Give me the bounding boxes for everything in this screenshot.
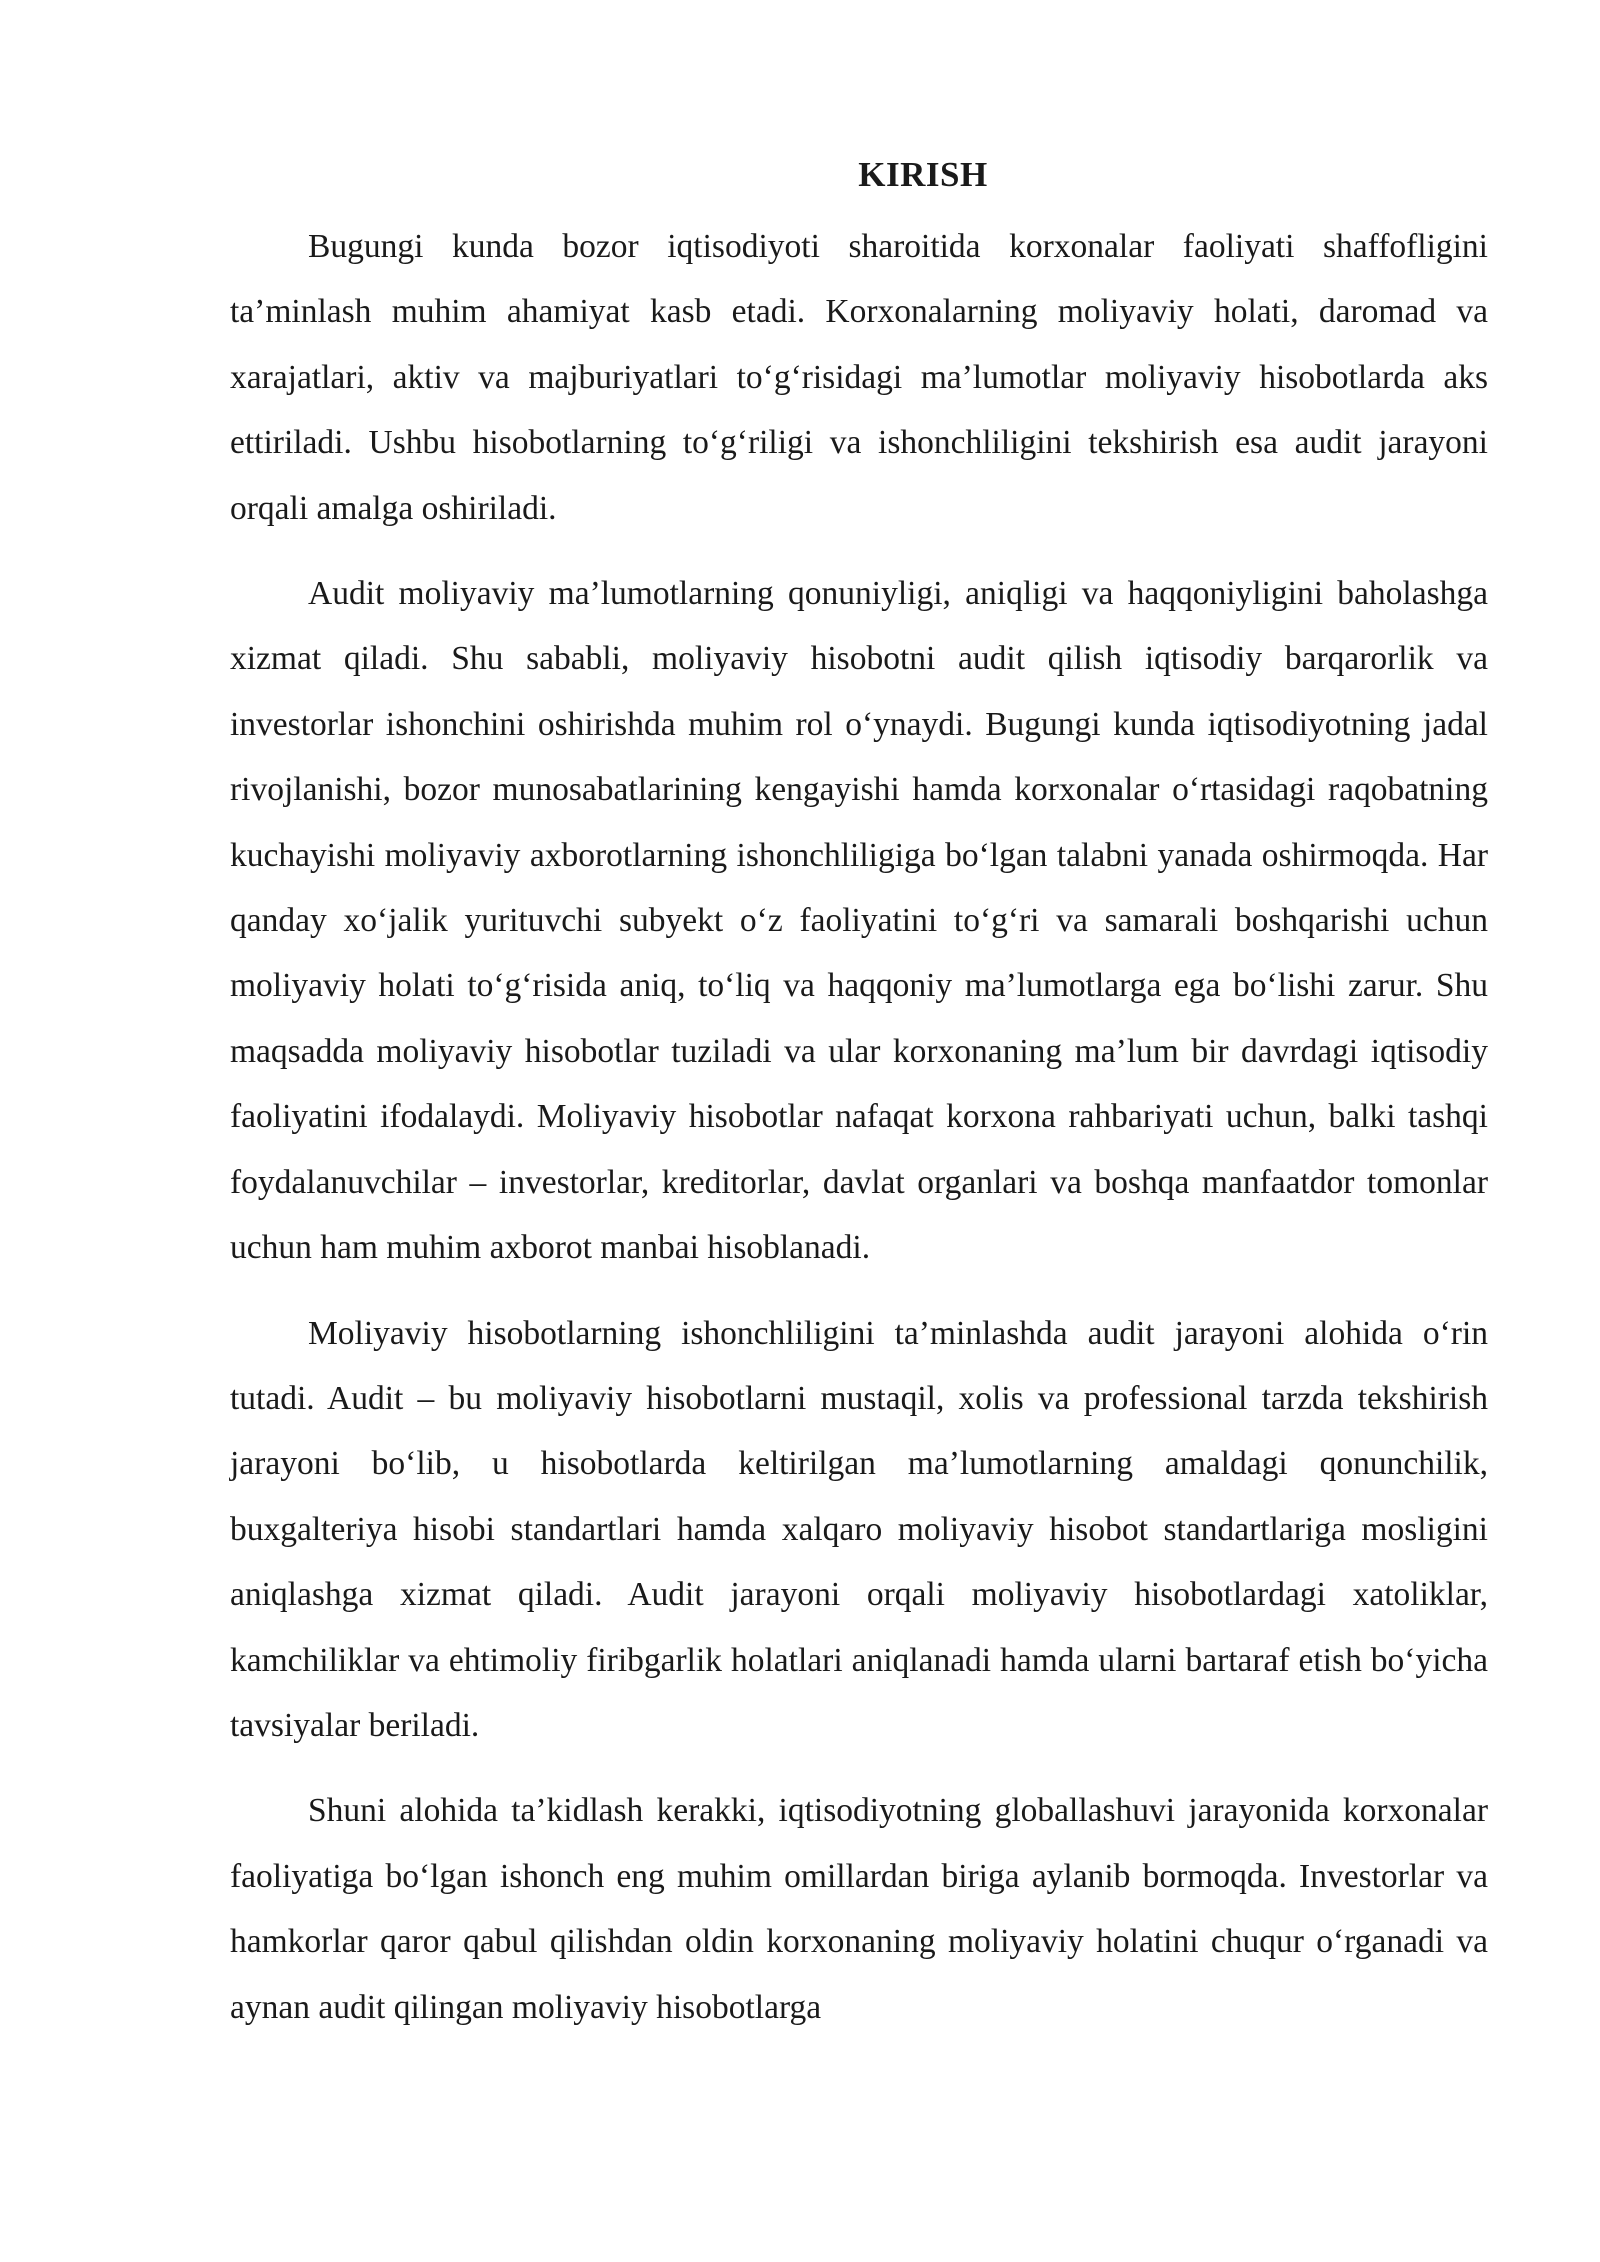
paragraph-2: Audit moliyaviy ma’lumotlarning qonuniyligi, aniqligi va haqqoniyligini baholashga xizmat qiladi. Shu sababli, moliyaviy hisobotni audit qilish iqtisodiy barqarorlik va investorlar ishonchini oshirishda muhim rol o‘ynaydi. Bugungi kunda iqtisodiyotning jadal rivojlanishi, bozor munosabatlarining kengayishi hamda korxonalar o‘rtasidagi raqobatning kuchayishi moliyaviy axborotlarning ishonchliligiga bo‘lgan talabni yanada oshirmoqda. Har qanday xo‘jalik yurituvchi subyekt o‘z faoliyatini to‘g‘ri va samarali boshqarishi uchun moliyaviy holati to‘g‘risida aniq, to‘liq va haqqoniy ma’lumotlarga ega bo‘lishi zarur. Shu maqsadda moliyaviy hisobotlar tuziladi va ular korxonaning ma’lum bir davrdagi iqtisodiy faoliyatini ifodalaydi. Moliyaviy hisobotlar nafaqat korxona rahbariyati uchun, balki tashqi foydalanuvchilar – investorlar, kreditorlar, davlat organlari va boshqa manfaatdor tomonlar uchun ham muhim axborot manbai hisoblanadi. <box>230 575 1488 1267</box>
paragraph-3: Moliyaviy hisobotlarning ishonchliligini ta’minlashda audit jarayoni alohida o‘rin tutadi. Audit – bu moliyaviy hisobotlarni mustaqil, xolis va professional tarzda tekshirish jarayoni bo‘lib, u hisobotlarda keltirilgan ma’lumotlarning amaldagi qonunchilik, buxgalteriya hisobi standartlari hamda xalqaro moliyaviy hisobot standartlariga mosligini aniqlashga xizmat qiladi. Audit jarayoni orqali moliyaviy hisobotlardagi xatoliklar, kamchiliklar va ehtimoliy firibgarlik holatlari aniqlanadi hamda ularni bartaraf etish bo‘yicha tavsiyalar beriladi. <box>230 1314 1488 1744</box>
page-content <box>230 150 1488 2060</box>
paragraph-1: Bugungi kunda bozor iqtisodiyoti sharoitida korxonalar faoliyati shaffofligini ta’minlash muhim ahamiyat kasb etadi. Korxonalarning moliyaviy holati, daromad va xarajatlari, aktiv va majburiyatlari to‘g‘risidagi ma’lumotlar moliyaviy hisobotlarda aks ettiriladi. Ushbu hisobotlarning to‘g‘riligi va ishonchliligini tekshirish esa audit jarayoni orqali amalga oshiriladi. <box>230 228 1488 527</box>
paragraph-4: Shuni alohida ta’kidlash kerakki, iqtisodiyotning globallashuvi jarayonida korxonalar faoliyatiga bo‘lgan ishonch eng muhim omillardan biriga aylanib bormoqda. Investorlar va hamkorlar qaror qabul qilishdan oldin korxonaning moliyaviy holatini chuqur o‘rganadi va aynan audit qilingan moliyaviy hisobotlarga <box>230 1792 1488 2026</box>
section-heading: KIRISH <box>858 155 988 194</box>
